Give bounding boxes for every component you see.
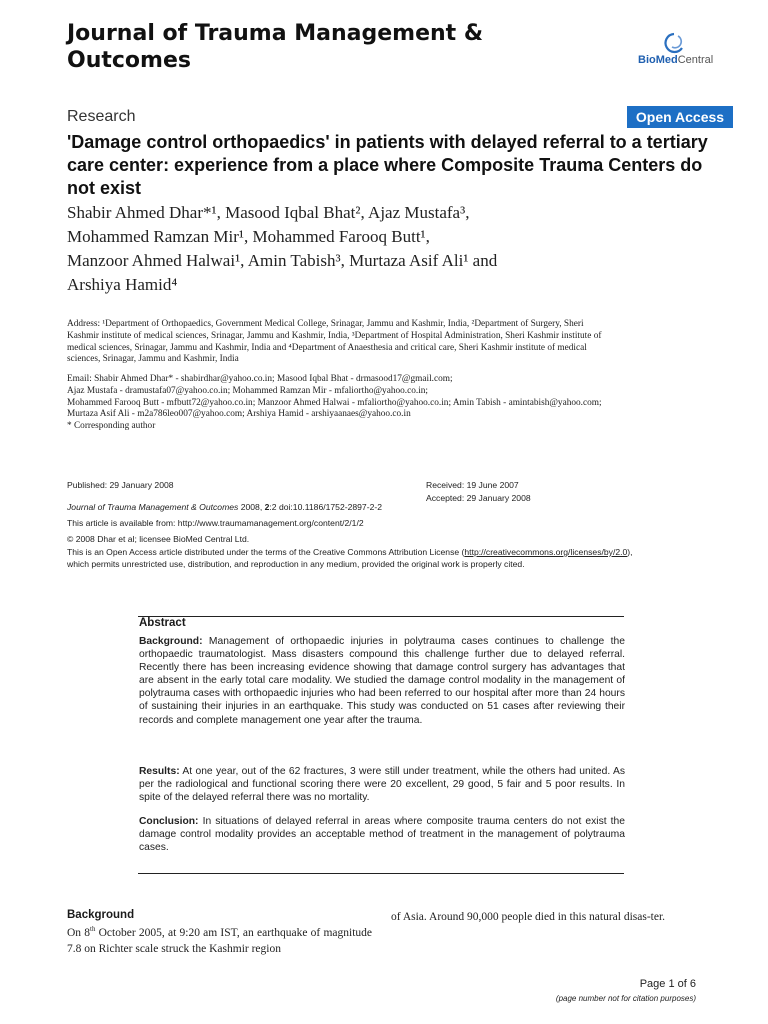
background-column-1 <box>67 925 372 957</box>
page-number-note: (page number not for citation purposes) <box>555 994 696 1003</box>
citation-doi: :2 doi:10.1186/1752-2897-2-2 <box>269 502 382 512</box>
authors-line: Mohammed Ramzan Mir¹, Mohammed Farooq Butt¹, <box>67 227 430 246</box>
address-line: Address: ¹Department of Orthopaedics, Government Medical College, Srinagar, Jammu and Kashmir, India, ²Department of Surgery, Sheri <box>67 319 584 329</box>
license-text-part: ), <box>627 547 633 557</box>
authors-line: Arshiya Hamid⁴ <box>67 275 178 294</box>
abstract-results <box>139 765 625 804</box>
address-line: Kashmir institute of medical sciences, Srinagar, Jammu and Kashmir, India, ³Department of Hospital Administration, Sheri Kashmir institute of <box>67 330 602 341</box>
page-number: Page 1 of 6 <box>639 978 696 990</box>
received-date: Received: 19 June 2007 <box>426 480 519 490</box>
citation-year: 2008, <box>238 502 265 512</box>
email-block <box>67 374 707 433</box>
accepted-date: Accepted: 29 January 2008 <box>426 493 531 503</box>
address-line: medical sciences, Srinagar, Jammu and Kashmir, India and ⁴Department of Anaesthesia and critical care, Sheri Kashmir institute of medical <box>67 342 587 353</box>
license-text <box>67 546 707 570</box>
abstract-conclusion-text: In situations of delayed referral in areas where composite trauma centers do not exist the damage control modality provides an acceptable method of treatment in the management of polytrauma cases. <box>139 816 625 854</box>
copyright: © 2008 Dhar et al; licensee BioMed Central Ltd. <box>67 534 250 544</box>
abstract-results-text: At one year, out of the 62 fractures, 3 were still under treatment, while the others had united. As per the radiological and functional scoring there were 20 excellent, 29 good, 5 fair and 5 poor results. In spite of the delayed referral there was no mortality. <box>139 766 625 804</box>
email-line: Murtaza Asif Ali - m2a786leo007@yahoo.com; Arshiya Hamid - arshiyaanaes@yahoo.co.in <box>67 409 411 420</box>
background-text: October 2005, at 9:20 am IST, an earthquake of magnitude 7.8 on Richter scale struck the Kashmir region <box>67 927 372 955</box>
background-text: On 8 <box>67 927 91 939</box>
section-label: Research <box>67 108 136 125</box>
abstract-conclusion-label: Conclusion: <box>139 816 199 827</box>
background-column-2: of Asia. Around 90,000 people died in this natural disas-ter. <box>391 911 666 923</box>
authors-line: Manzoor Ahmed Halwai¹, Amin Tabish³, Murtaza Asif Ali¹ and <box>67 251 498 270</box>
citation-volume: 2 <box>264 502 270 512</box>
abstract-results-label: Results: <box>139 766 180 777</box>
email-line: Ajaz Mustafa - dramustafa07@yahoo.co.in; Mohammed Ramzan Mir - mfaliortho@yahoo.co.in; <box>67 385 429 396</box>
address-block <box>67 319 702 366</box>
abstract-heading: Abstract <box>139 617 186 629</box>
article-title: 'Damage control orthopaedics' in patients with delayed referral to a tertiary care center: experience from a place where Composite Trauma Centers do not exist <box>67 132 708 198</box>
background-heading: Background <box>67 909 135 921</box>
authors-block <box>67 201 667 297</box>
email-line: Mohammed Farooq Butt - mfbutt72@yahoo.co.in; Manzoor Ahmed Halwai - mfaliortho@yahoo.co.in; Amin Tabish - amintabish@yahoo.com; <box>67 397 602 408</box>
article-url[interactable]: This article is available from: http://www.traumamanagement.org/content/2/1/2 <box>67 518 364 528</box>
address-line: sciences, Srinagar, Jammu and Kashmir, India <box>67 354 239 365</box>
citation-journal: Journal of Trauma Management & Outcomes <box>67 502 239 512</box>
background-superscript: th <box>90 926 96 934</box>
license-link[interactable]: http://creativecommons.org/licenses/by/2.0 <box>464 547 628 557</box>
biomed-logo-icon <box>662 30 692 54</box>
license-text-part: which permits unrestricted use, distribution, and reproduction in any medium, provided the original work is properly cited. <box>67 559 525 569</box>
authors-line: Shabir Ahmed Dhar*¹, Masood Iqbal Bhat², Ajaz Mustafa³, <box>67 203 470 222</box>
abstract-background <box>139 635 625 727</box>
abstract-background-label: Background: <box>139 636 203 647</box>
license-text-part: This is an Open Access article distributed under the terms of the Creative Commons Attribution License ( <box>67 547 465 557</box>
publisher-logo <box>638 30 748 70</box>
logo-central-text: Central <box>677 54 714 66</box>
corresponding-author-note: * Corresponding author <box>67 421 156 432</box>
open-access-badge: Open Access <box>627 106 733 128</box>
citation <box>67 501 487 513</box>
logo-biomed-text: BioMed <box>638 54 678 66</box>
abstract-background-text: Management of orthopaedic injuries in polytrauma cases continues to challenge the orthopaedic traumatologist. Mass disasters compound this challenge further due to delayed referral. Recently there has been increasing evidence showing that damage control surgery has advantages that are absent in the early total care modality. We studied the damage control modality in the management of polytrauma cases with orthopaedic injuries who had been referred to our hospital after more than 24 hours of sustaining their injuries in an earthquake. This study was conducted on 51 cases after reviewing their records and complete management one year after the trauma. <box>139 636 625 726</box>
journal-title: Journal of Trauma Management & Outcomes <box>67 21 484 73</box>
abstract-conclusion <box>139 815 625 854</box>
email-line: Email: Shabir Ahmed Dhar* - shabirdhar@yahoo.co.in; Masood Iqbal Bhat - drmasood17@gmail.com; <box>67 374 453 384</box>
published-date: Published: 29 January 2008 <box>67 480 174 490</box>
